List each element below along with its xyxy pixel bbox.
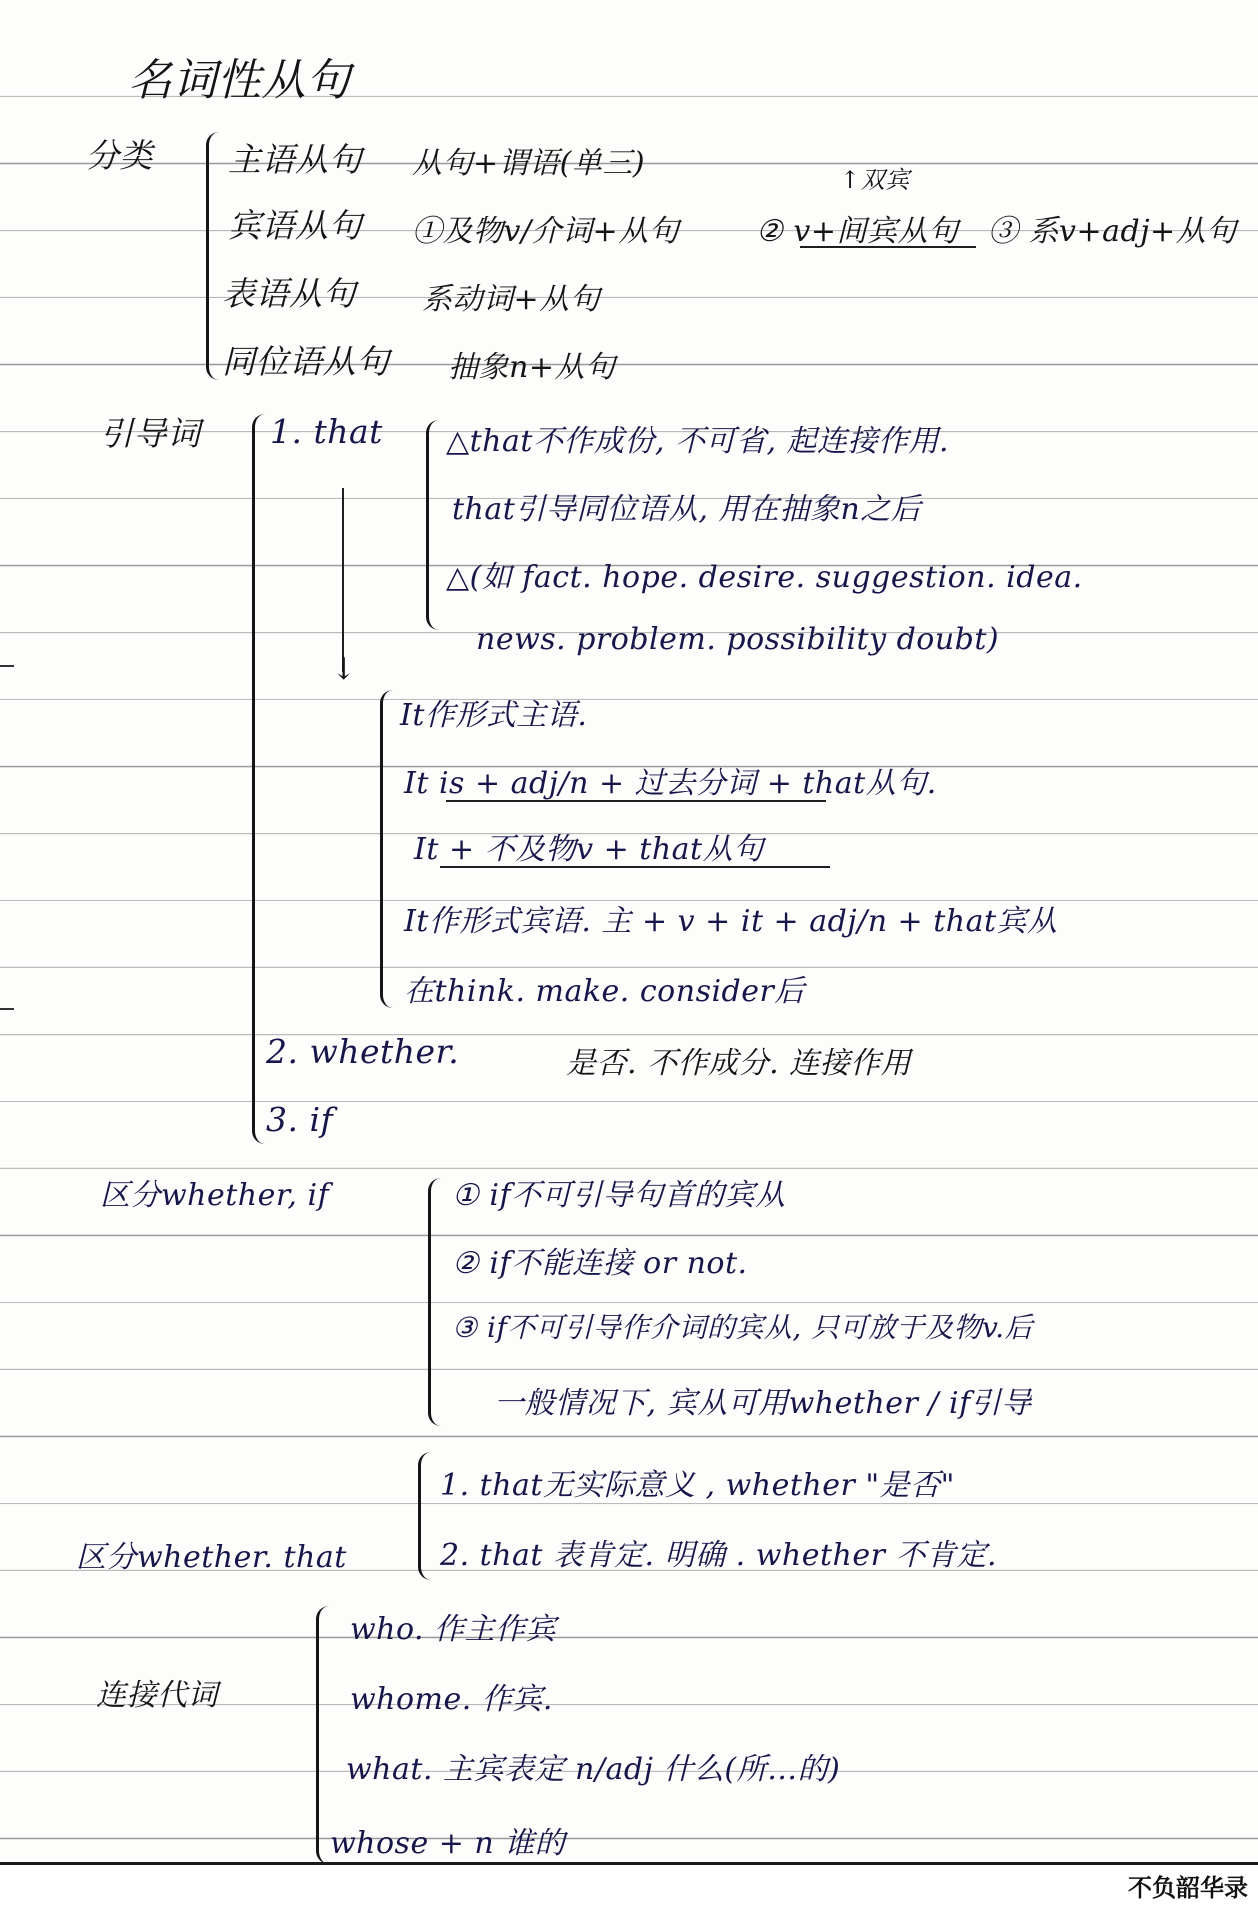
introducers-label: 引导词 [100,414,201,453]
margin-mark [0,1008,14,1010]
connective-line-1: who. 作主作宾 [350,1612,557,1647]
connective-line-4: whose + n 谁的 [330,1826,566,1861]
that-line-3: △(如 fact. hope. desire. suggestion. idea. [446,560,1083,595]
clause-subject-note: 从句+谓语(单三) [412,146,646,181]
classification-label: 分类 [86,136,153,175]
clause-object-note2: ② v+间宾从句 [756,214,959,249]
clause-appositive-note: 抽象n+从句 [448,350,616,385]
that-line-4: news. problem. possibility doubt) [476,622,1000,657]
whether-if-line-4: 一般情况下, 宾从可用whether / if引导 [494,1386,1032,1421]
that-brace [426,420,439,630]
that-line-1: △that不作成份, 不可省, 起连接作用. [446,424,950,459]
underline [440,866,830,868]
clause-object: 宾语从句 [228,206,362,245]
it-line-5: 在think. make. consider后 [404,974,805,1009]
clause-subject: 主语从句 [228,140,362,179]
underline [800,246,976,248]
introducers-brace [252,414,265,1144]
clause-object-note3: ③ 系v+adj+从句 [988,214,1237,249]
page-title: 名词性从句 [128,55,351,106]
if-label: 3. if [266,1100,334,1139]
whether-if-line-2: ② if不能连接 or not. [452,1246,748,1281]
connective-line-2: whome. 作宾. [350,1682,553,1717]
that-label: 1. that [270,412,383,451]
it-line-1: It作形式主语. [400,698,588,733]
whether-that-brace [418,1452,431,1580]
whether-if-label: 区分whether, if [100,1178,330,1213]
it-line-4: It作形式宾语. 主 + v + it + adj/n + that宾从 [404,904,1058,939]
whether-that-line-2: 2. that 表肯定. 明确 . whether 不肯定. [440,1538,997,1573]
connective-brace [316,1606,329,1864]
whether-if-line-3: ③ if不可引导作介词的宾从, 只可放于及物v.后 [452,1311,1034,1344]
watermark-text: 不负韶华录 [1128,1874,1248,1902]
arrow-down-icon: ↓ [331,652,357,687]
margin-mark [0,665,14,667]
clause-predicative: 表语从句 [222,274,356,313]
arrow-line [342,488,344,672]
connective-label: 连接代词 [96,1678,218,1713]
it-line-3: It + 不及物v + that从句 [414,832,764,867]
whether-that-label: 区分whether. that [76,1540,347,1575]
whether-note: 是否. 不作成分. 连接作用 [566,1046,912,1081]
it-block-brace [380,690,393,1008]
clause-object-note: ①及物v/介词+从句 [412,214,680,249]
whether-label: 2. whether. [266,1032,460,1071]
it-line-2: It is + adj/n + 过去分词 + that从句. [404,766,937,801]
double-object-note: ↑双宾 [840,166,910,194]
clause-appositive: 同位语从句 [222,342,390,381]
classification-brace [206,132,219,380]
underline [446,800,826,802]
that-line-2: that引导同位语从, 用在抽象n之后 [452,492,922,527]
whether-that-line-1: 1. that无实际意义 , whether "是否" [440,1468,955,1503]
page-bottom-edge [0,1862,1258,1923]
connective-line-3: what. 主宾表定 n/adj 什么(所…的) [346,1752,841,1787]
whether-if-brace [428,1178,441,1426]
clause-predicative-note: 系动词+从句 [422,282,601,317]
whether-if-line-1: ① if不可引导句首的宾从 [452,1178,786,1213]
